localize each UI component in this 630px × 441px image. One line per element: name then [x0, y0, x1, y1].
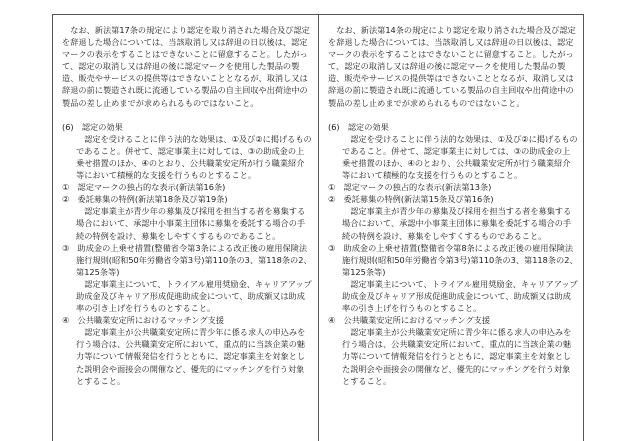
left-section-heading — [62, 121, 312, 133]
right-item-2-title: ② 委託募集の特例(新法第15条及び第16条) — [328, 194, 494, 205]
left-column — [62, 24, 312, 387]
right-item-4-title: ④ 公共職業安定所におけるマッチング支援 — [328, 315, 491, 326]
left-section-body: 認定を受けることに伴う法的な効果は、①及び②に掲げるものであること。併せて、認定事業主に対しては、③の助成金の上乗せ措置のほか、④のとおり、公共職業安定所が行う職業紹介等において積極的な支援を行うものとすること。 — [76, 133, 312, 181]
right-item-2-body: 認定事業主が青少年の募集及び採用を担当する者を募集する場合において、承認中小事業主団体に募集を委託する場合の手続の特例を設け、募集をしやすくするものであること。 — [342, 206, 572, 241]
left-item-3-body: 認定事業主について、トライアル雇用奨励金、キャリアアップ助成金及びキャリア形成促進助成金について、助成額又は助成率の引き上げを行うものとすること。 — [76, 278, 312, 314]
right-column — [328, 24, 578, 387]
right-section-body: 認定を受けることに伴う法的な効果は、①及び②に掲げるものであること。併せて、認定事業主に対しては、③の助成金の上乗せ措置のほか、④のとおり、公共職業安定所が行う職業紹介等において積極的な支援を行うものとすること。 — [342, 133, 578, 181]
right-item-3-title: ③ 助成金の上乗せ措置(整備省令第8条による改正後の雇用保険法施行規則(昭和50年労働省令第3号)第110条の3、第118条の2、第125条等) — [328, 242, 578, 277]
left-item-3-title: ③ 助成金の上乗せ措置(整備省令第3条による改正後の雇用保険法施行規則(昭和50年労働省令第3号)第110条の3、第118条の2、第125条等) — [62, 242, 312, 277]
right-section-heading — [328, 121, 578, 133]
left-item-4-body: 認定事業主が公共職業安定所に青少年に係る求人の申込みを行う場合は、公共職業安定所において、重点的に当該企業の魅力等について情報発信を行うとともに、認定事業主を対象とした説明会や面接会の開催など、優先的にマッチングを行う対象とすること。 — [76, 327, 306, 386]
right-item-1-title: ① 認定マークの独占的な表示(新法第13条) — [328, 182, 492, 193]
column-divider — [318, 14, 319, 441]
right-section-title: 認定の効果 — [347, 121, 389, 132]
right-item-4-body: 認定事業主が公共職業安定所に青少年に係る求人の申込みを行う場合は、公共職業安定所において、重点的に当該企業の魅力等について情報発信を行うとともに、認定事業主を対象とした説明会や面接会の開催など、優先的にマッチングを行う対象とすること。 — [342, 327, 572, 386]
left-section-title: 認定の効果 — [81, 121, 123, 132]
right-item-3-body: 認定事業主について、トライアル雇用奨励金、キャリアアップ助成金及びキャリア形成促進助成金について、助成額又は助成率の引き上げを行うものとすること。 — [342, 278, 578, 314]
left-item-4-title: ④ 公共職業安定所におけるマッチング支援 — [62, 315, 225, 326]
left-item-2-body: 認定事業主が青少年の募集及び採用を担当する者を募集する場合において、承認中小事業主団体に募集を委託する場合の手続の特例を設け、募集をしやすくするものであること。 — [76, 206, 306, 241]
right-section-number: (6) — [328, 121, 340, 132]
left-item-1-title: ① 認定マークの独占的な表示(新法第16条) — [62, 182, 226, 193]
right-intro-paragraph: なお、新法第14条の規定により認定を取り消された場合及び認定を辞退した場合については、当該取消し又は辞退の日以後は、認定マークの表示をすることはできないことに留意すること。したがって、認定の取消し又は辞退の後に認定マークを使用した製品の製造、販売やサービスの提供等はできないこととなるが、取消し又は辞退の前に製造され既に流通している製品の自主回収や出荷途中の製品の差し止めまでが求められるものではないこと。 — [328, 25, 576, 108]
left-intro-paragraph: なお、新法第17条の規定により認定を取り消された場合及び認定を辞退した場合については、当該取消し又は辞退の日以後は、認定マークの表示をすることはできないことに留意すること。したがって、認定の取消し又は辞退の後に認定マークを使用した製品の製造、販売やサービスの提供等はできないこととなるが、取消し又は辞退の前に製造され既に流通している製品の自主回収や出荷途中の製品の差し止めまでが求められるものではないこと。 — [62, 25, 310, 108]
left-section-number: (6) — [62, 121, 74, 132]
left-item-2-title: ② 委託募集の特例(新法第18条及び第19条) — [62, 194, 228, 205]
